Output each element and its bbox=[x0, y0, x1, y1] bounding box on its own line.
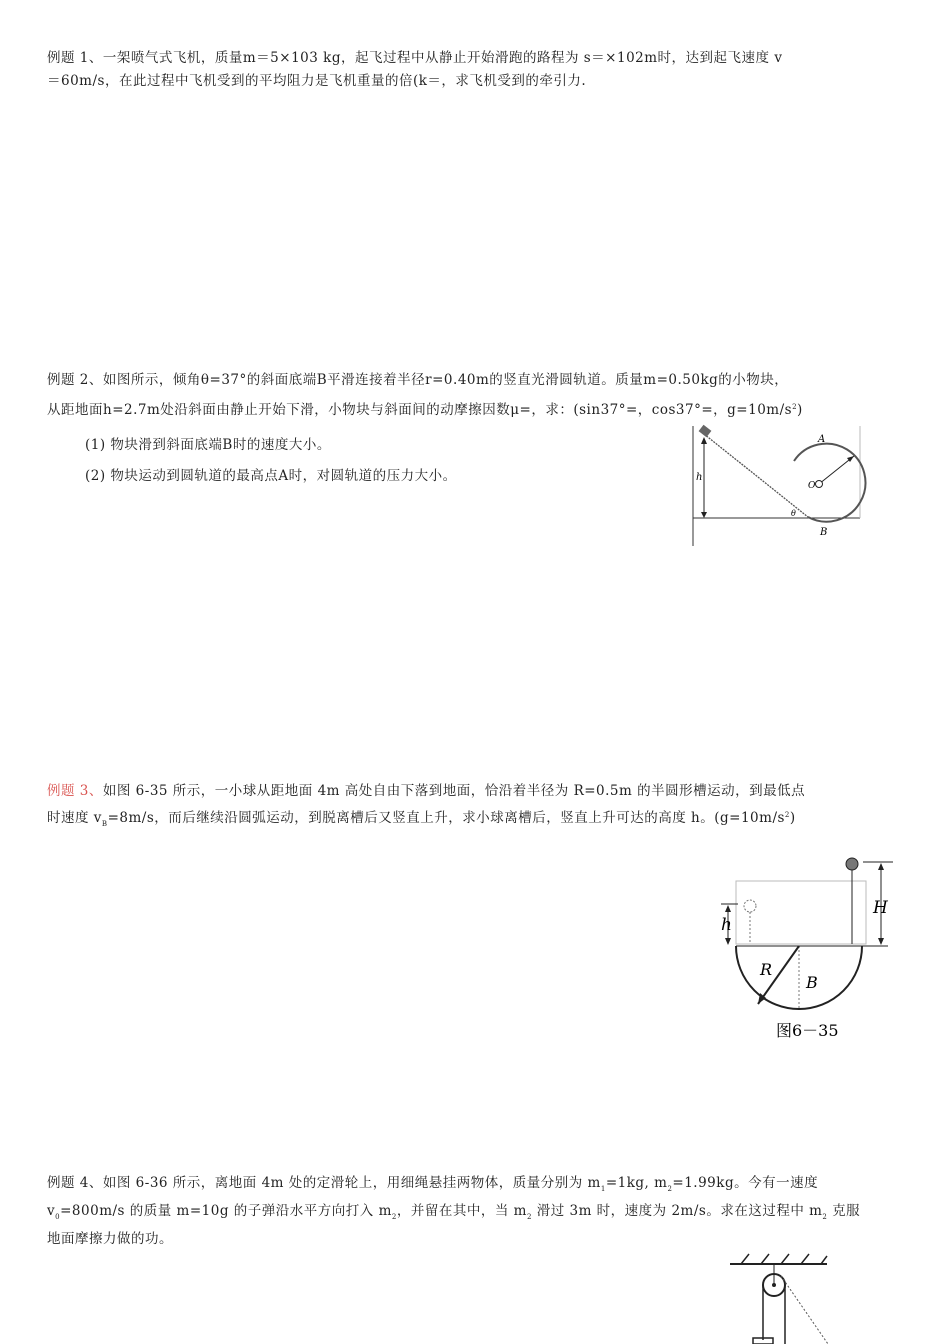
label-H: H bbox=[873, 898, 888, 918]
semicircle-groove-figure bbox=[718, 852, 898, 1047]
figure-caption: 图6－35 bbox=[776, 1021, 839, 1040]
problem-2-question-1: (1) 物块滑到斜面底端B时的速度大小。 bbox=[85, 437, 331, 453]
problem-1-line-1: 例题 1、一架喷气式飞机，质量m＝5×103 kg，起飞过程中从静止开始滑跑的路程为 s＝×102m时，达到起飞速度 v bbox=[47, 50, 783, 66]
incline-loop-figure bbox=[690, 424, 870, 549]
problem-2 bbox=[47, 367, 907, 424]
label-R: R bbox=[760, 960, 773, 979]
problem-3-line-1: 例题 3、如图 6-35 所示，一小球从距地面 4m 高处自由下落到地面，恰沿着半径为 R=0.5m 的半圆形槽运动，到最低点 bbox=[47, 783, 806, 799]
ball-position-icon bbox=[744, 900, 756, 912]
label-h: h bbox=[696, 472, 703, 483]
problem-3-prefix: 例题 3、 bbox=[47, 783, 103, 799]
problem-3-line-2: 时速度 $v_B=8m/s$，而后继续沿圆弧运动，到脱离槽后又竖直上升，求小球离槽后，竖直上升可达的高度 h。$(g=10m/s^2)$ bbox=[47, 810, 796, 828]
label-theta: θ bbox=[791, 509, 796, 518]
problem-1-line-2: ＝60m/s，在此过程中飞机受到的平均阻力是飞机重量的倍(k＝，求飞机受到的牵引力. bbox=[47, 73, 587, 89]
label-A: A bbox=[818, 434, 826, 445]
problem-2-line-1: 例题 2、如图所示，倾角θ=37°的斜面底端B平滑连接着半径r=0.40m的竖直光滑圆轨道。质量m=0.50kg的小物块， bbox=[47, 372, 789, 388]
problem-4-line-1: 例题 4、如图 6-36 所示，离地面 4m 处的定滑轮上，用细绳悬挂两物体，质量分别为 $m_1=1kg$, $m_2=1.99kg$。今有一速度 bbox=[47, 1175, 819, 1193]
problem-3 bbox=[47, 779, 907, 836]
ball-icon bbox=[846, 858, 858, 870]
label-B: B bbox=[806, 973, 818, 992]
problem-1 bbox=[47, 47, 907, 93]
label-h: h bbox=[721, 915, 732, 935]
problem-4-line-2: $v_0=800m/s$ 的质量 m=10g 的子弹沿水平方向打入 $m_2$，并留在其中，当 $m_2$ 滑过 3m 时，速度为 2m/s。求在这过程中 $m_2$ 克服 bbox=[47, 1203, 861, 1221]
problem-2-question-2: (2) 物块运动到圆轨道的最高点A时，对圆轨道的压力大小。 bbox=[85, 468, 457, 484]
pulley-figure bbox=[725, 1248, 835, 1344]
block-icon bbox=[699, 425, 712, 437]
problem-4 bbox=[47, 1172, 907, 1250]
label-O: O bbox=[808, 481, 816, 491]
problem-2-line-2: 从距地面h=2.7m处沿斜面由静止开始下滑，小物块与斜面间的动摩擦因数μ=，求：(sin37°=，cos37°=，$g=10m/s^2$) bbox=[47, 402, 803, 418]
label-B: B bbox=[820, 527, 828, 538]
problem-4-line-3: 地面摩擦力做的功。 bbox=[47, 1231, 173, 1247]
